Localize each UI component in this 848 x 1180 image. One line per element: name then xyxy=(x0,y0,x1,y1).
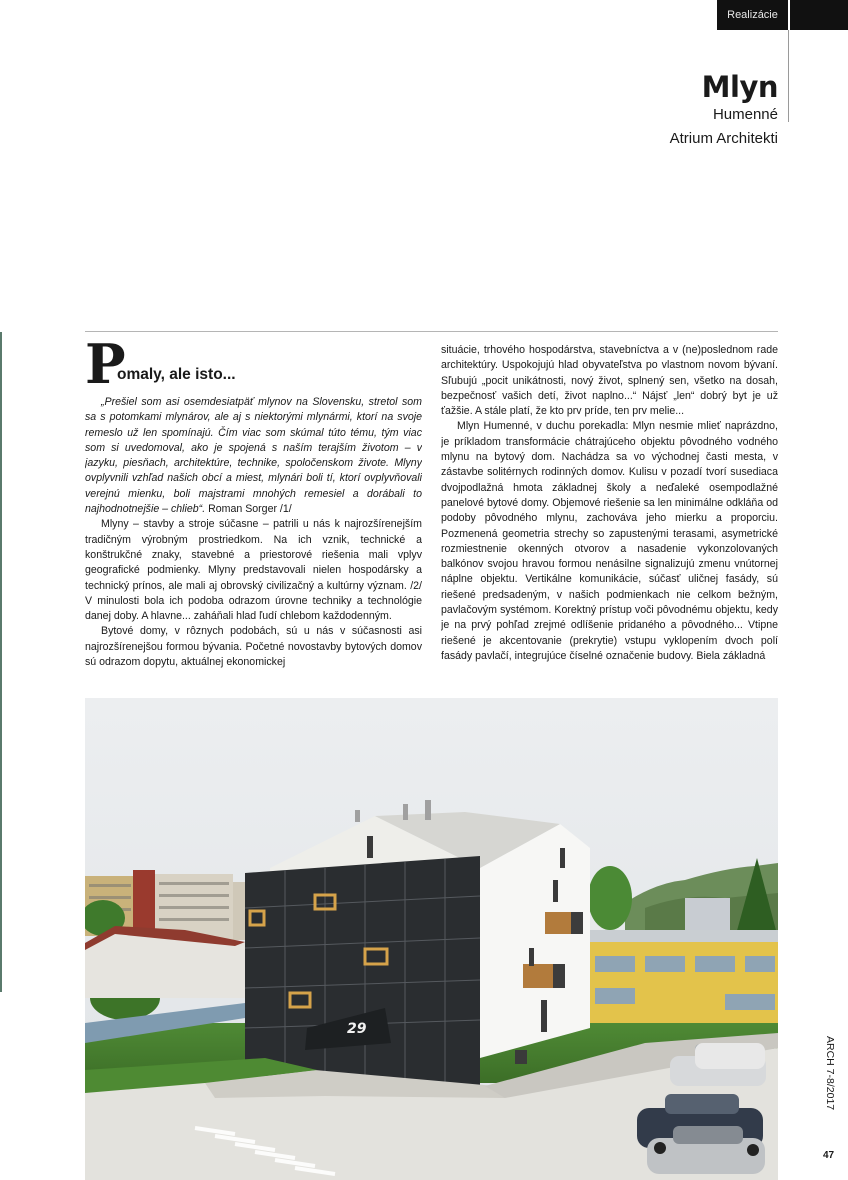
body-paragraph: Bytové domy, v rôznych podobách, sú u nás v súčasnosti asi najrozšírenejšou formou bývania. Početné novostavby bytových domov sú odrazom dopytu, aktuálnej ekonomickej xyxy=(85,625,422,669)
article-heading xyxy=(85,337,422,395)
heading-text: omaly, ale isto... xyxy=(117,366,236,383)
intro-quote: „Prešiel som asi osemdesiatpäť mlynov na Slovensku, stretol som sa s potomkami mlynárov, ale aj s niektorými mlynármi, ktorí na svoje remeslo už len spomínajú. Čím viac som skúmal túto tému, tým viac som si uvedomoval, ako je spojená s naším terajším životom – v jazyku, piesňach, architektúre, technike, spoločenskom živote. Mlyny ovplyvnili vzhľad našich obcí a miest, mlynári boli tí, ktorí ovplyvňovali verejnú mienku, boli majstrami mnohých remesiel a dorábali to najhodnotnejšie – chlieb“. xyxy=(85,396,422,516)
text-column-right xyxy=(441,343,778,693)
article-title: Mlyn xyxy=(701,70,778,104)
article-architect: Atrium Architekti xyxy=(669,130,778,147)
header-divider xyxy=(788,30,789,122)
building-photo xyxy=(85,698,778,1180)
body-paragraph: situácie, trhového hospodárstva, stavebníctva a v (ne)poslednom rade architektúry. Uspokojujú hlad obyvateľstva po vlastnom novom bývaní. Sľubujú „pocit unikátnosti, nový život, splnený sen, všetko na dosah, bezpečnosť vašich detí, život naplno...“ Nájsť „len“ dobrý byt je už ťažšie. A stále platí, že kto prv príde, ten prv melie... xyxy=(441,344,778,418)
school-building xyxy=(585,930,778,1028)
section-tab: Realizácie xyxy=(717,0,788,30)
section-tab-bar xyxy=(790,0,848,30)
drop-cap: P xyxy=(85,337,126,396)
content-divider xyxy=(85,331,778,332)
article-location: Humenné xyxy=(712,106,778,123)
intro-paragraph xyxy=(85,395,422,517)
page-number: 47 xyxy=(823,1150,835,1161)
text-column-left xyxy=(85,337,422,693)
body-paragraph: Mlyny – stavby a stroje súčasne – patrili u nás k najrozšírenejším tradičným výrobným prostriedkom. Na ich vznik, technické a konštrukčné znaky, stavebné a priestorové riešenia mali vplyv geografické podmienky. Mlyny predstavovali nielen hospodársky a technický prínos, ale mali aj obrovský civilizačný a kultúrny význam. /2/ V minulosti bola ich podoba odrazom úrovne techniky a technológie danej doby. A hlavne... zaháňali hlad ľudí chlebom každodenným. xyxy=(85,518,422,623)
issue-label: ARCH 7-8/2017 xyxy=(824,1036,836,1111)
intro-author: Roman Sorger /1/ xyxy=(205,503,292,516)
body-paragraph: Mlyn Humenné, v duchu porekadla: Mlyn nesmie mlieť naprázdno, je príkladom transformácie chátrajúceho objektu pôvodného vodného mlynu na bytový dom. Nachádza sa vo východnej časti mesta, v zástavbe solitérnych rodinných domov. Kulisu v pozadí tvorí susediaca dvojpodlažná hmota základnej školy a neďaleké osempodlažné panelové bytové domy. Objemové riešenie sa len minimálne odkláňa od podoby pôvodného mlynu, zachováva jeho mierku a proporciu. Pozmenená geometria strechy so zapustenými terasami, asymetrické rozmiestnenie okenných otvorov a nasadenie vykonzolovaných balkónov svojou hravou formou nenásilne signalizujú zmenu vnútornej náplne objektu. Vertikálne komunikácie, súčasť uličnej fasády, sú riešené predsadeným, v našich podmienkach nie celkom bežným, pavlačovým systémom. Korektný prístup voči pôvodnému objektu, kedy je na prvý pohľad zrejmé odlíšenie pridaného a pôvodného... Vtipne riešené je akcentovanie (prekrytie) vstupu vyklopením dvoch polí fasády pavlačí, integrujúce číselné označenie budovy. Biela základná xyxy=(441,420,778,662)
house-number: 29 xyxy=(347,1021,367,1037)
page-edge-strip xyxy=(0,332,2,992)
